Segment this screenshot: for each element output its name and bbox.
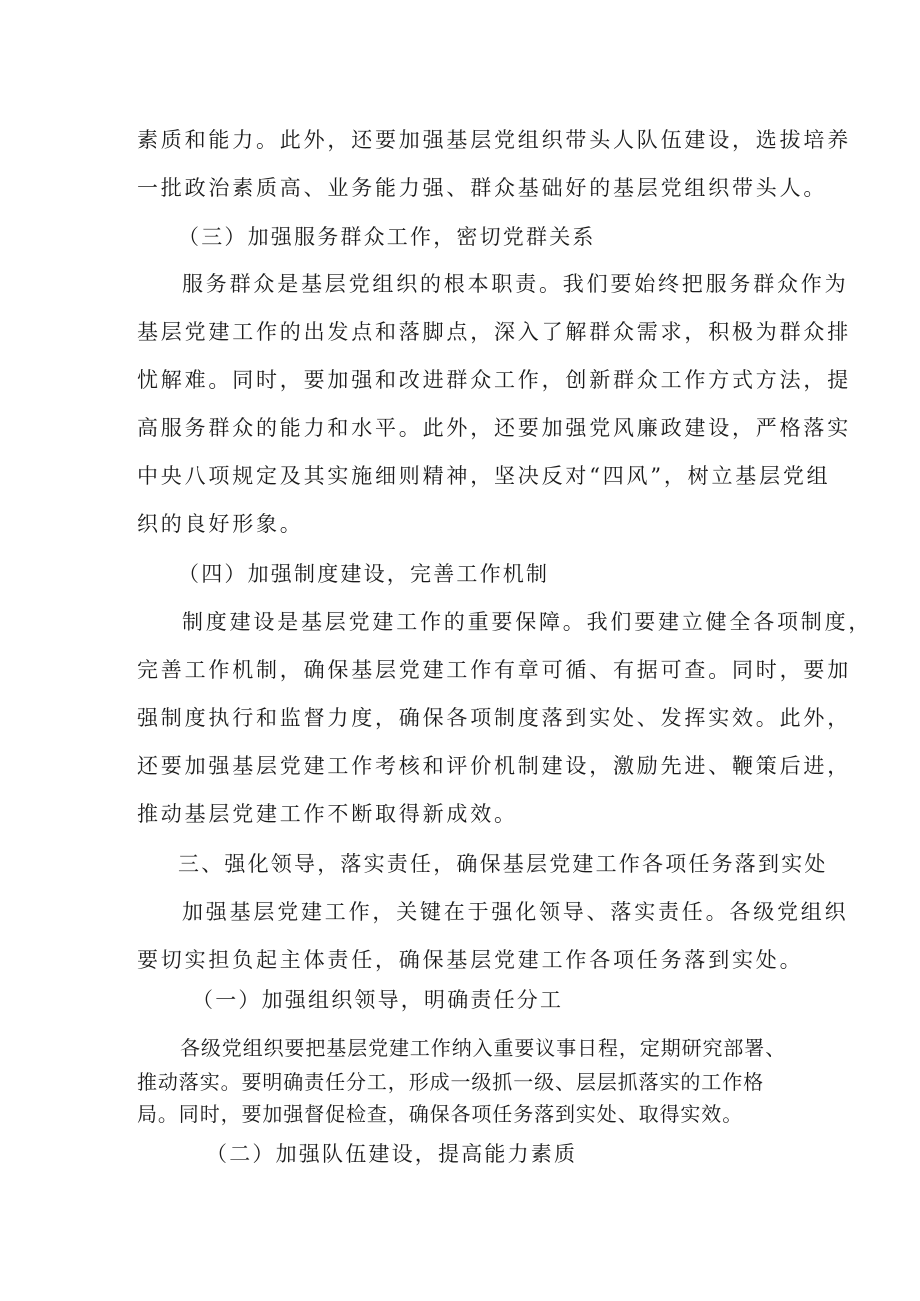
paragraph-line: 加强基层党建工作，关键在于强化领导、落实责任。各级党组织 (182, 900, 849, 924)
paragraph-line: 完善工作机制，确保基层党建工作有章可循、有据可查。同时，要加 (137, 658, 851, 682)
paragraph-line: 高服务群众的能力和水平。此外，还要加强党风廉政建设，严格落实 (137, 416, 851, 440)
paragraph-line: 中央八项规定及其实施细则精神，坚决反对“四风”，树立基层党组 (137, 464, 831, 488)
paragraph-line: 推动基层党建工作不断取得新成效。 (137, 802, 518, 826)
paragraph-line: 制度建设是基层党建工作的重要保障。我们要建立健全各项制度， (182, 610, 873, 634)
section-heading: （二）加强队伍建设，提高能力素质 (206, 1142, 578, 1166)
paragraph-line: 服务群众是基层党组织的根本职责。我们要始终把服务群众作为 (182, 272, 849, 296)
chapter-heading: 三、强化领导，落实责任，确保基层党建工作各项任务落到实处 (178, 852, 828, 876)
paragraph-line: 推动落实。要明确责任分工，形成一级抓一级、层层抓落实的工作格 (137, 1070, 764, 1094)
paragraph-line: 织的良好形象。 (137, 512, 304, 536)
section-heading: （三）加强服务群众工作，密切党群关系 (178, 225, 596, 249)
paragraph-line: 忧解难。同时，要加强和改进群众工作，创新群众工作方式方法，提 (137, 368, 851, 392)
paragraph-line: 强制度执行和监督力度，确保各项制度落到实处、发挥实效。此外， (137, 706, 851, 730)
paragraph-line: 各级党组织要把基层党建工作纳入重要议事日程，定期研究部署、 (180, 1036, 787, 1060)
paragraph-line: 局。同时，要加强督促检查，确保各项任务落到实处、取得实效。 (137, 1102, 744, 1126)
paragraph-line: 还要加强基层党建工作考核和评价机制建设，激励先进、鞭策后进， (137, 754, 851, 778)
section-heading: （一）加强组织领导，明确责任分工 (192, 988, 564, 1012)
section-heading: （四）加强制度建设，完善工作机制 (178, 562, 550, 586)
paragraph-line: 素质和能力。此外，还要加强基层党组织带头人队伍建设，选拔培养 (137, 128, 851, 152)
paragraph-line: 要切实担负起主体责任，确保基层党建工作各项任务落到实处。 (137, 948, 804, 972)
paragraph-line: 一批政治素质高、业务能力强、群众基础好的基层党组织带头人。 (137, 176, 828, 200)
paragraph-line: 基层党建工作的出发点和落脚点，深入了解群众需求，积极为群众排 (137, 320, 851, 344)
